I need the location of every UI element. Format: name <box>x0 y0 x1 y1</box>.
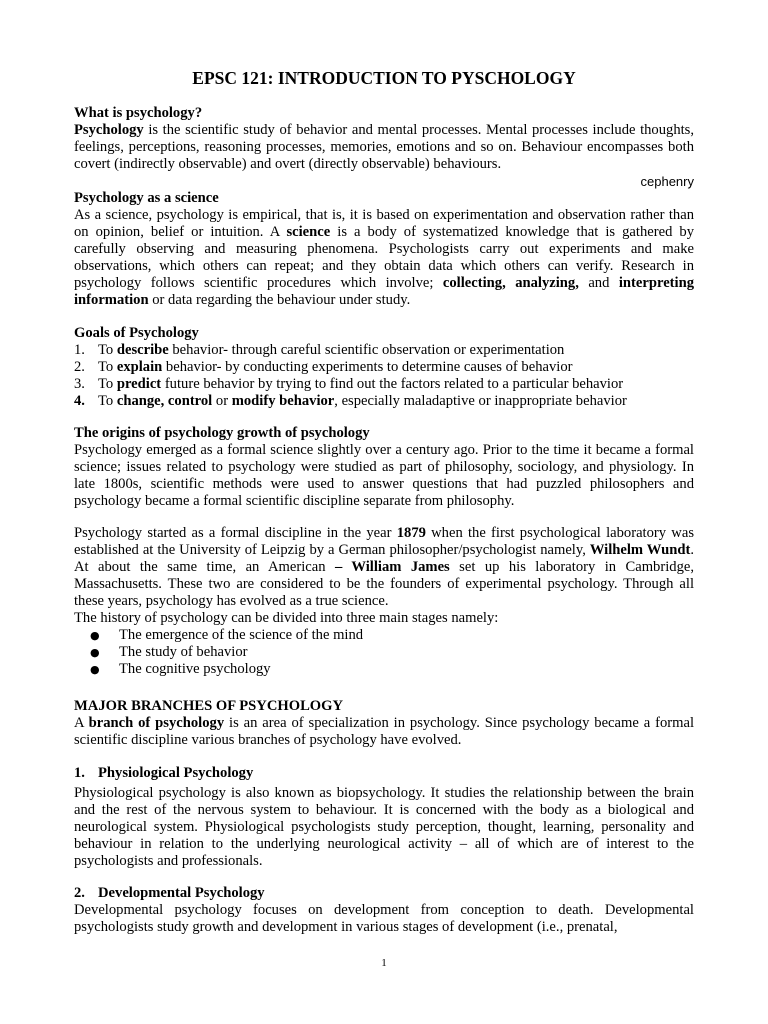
science-text-4: or data regarding the behaviour under study. <box>148 292 411 308</box>
goal-item <box>74 393 694 410</box>
bullet-icon: ● <box>90 663 100 676</box>
paragraph-definition <box>74 122 694 173</box>
goal-bold: explain <box>116 359 163 375</box>
heading-psychology-as-science: Psychology as a science <box>74 190 219 206</box>
section-goals <box>74 325 694 410</box>
term-collecting-analyzing: collecting, analyzing, <box>442 275 579 291</box>
list-item <box>74 661 694 678</box>
history-intro: The history of psychology can be divided into three main stages namely: <box>74 610 499 626</box>
section-developmental <box>74 885 694 936</box>
term-science: science <box>286 224 331 240</box>
paragraph-origins-2 <box>74 525 694 610</box>
goal-pre: To <box>98 359 117 375</box>
term-interpreting-information: interpreting information <box>74 275 694 308</box>
branches-text-2: is an area of specialization in psychology. Since psychology became a formal scientific discipline various branches of psychology have evolved. <box>74 715 695 748</box>
year-1879: 1879 <box>396 525 426 541</box>
section-title: Physiological Psychology <box>98 765 254 781</box>
goal-bold: predict <box>116 376 162 392</box>
goal-pre: To <box>98 342 117 358</box>
heading-origins: The origins of psychology growth of psychology <box>74 425 370 441</box>
paragraph-branches <box>74 715 694 749</box>
origins-text-2: when the first psychological laboratory was established at the University of Leipzig by a German philosopher/psychologist namely, <box>74 525 694 558</box>
section-psychology-as-science <box>74 190 694 309</box>
goal-post: , especially maladaptive or inappropriate behavior <box>334 393 627 409</box>
goal-text <box>98 393 627 410</box>
science-text-2: is a body of systematized knowledge that is gathered by carefully observing and measuring phenomena. Psychologists carry out experiments and make observations, which others can repeat; and they obtain data which others can verify. Research in psychology follows scientific procedures which involve; <box>74 224 694 291</box>
section-number: 2. <box>74 885 85 901</box>
goal-post: future behavior by trying to find out the factors related to a particular behavior <box>161 376 624 392</box>
goal-text <box>98 359 573 376</box>
section-number: 1. <box>74 765 85 781</box>
science-text-3: and <box>578 275 619 291</box>
origins-text-3: . At about the same time, an American <box>74 542 695 575</box>
goal-text <box>98 376 623 393</box>
document-title: EPSC 121: INTRODUCTION TO PYSCHOLOGY <box>192 68 576 88</box>
section-origins <box>74 425 694 510</box>
paragraph-physiological: Physiological psychology is also known as biopsychology. It studies the relationship between the brain and the rest of the nervous system to behaviour. It is concerned with the body as a biological and neurological system. Physiological psychologists study perception, thought, learning, personality and behaviour in relation to the underlying neurological activity – all of which are of interest to the psychologists and professionals. <box>74 785 694 869</box>
goal-item <box>74 376 694 393</box>
stage-text: The cognitive psychology <box>119 661 271 677</box>
goal-post: behavior- by conducting experiments to determine causes of behavior <box>162 359 573 375</box>
heading-physiological <box>74 765 694 782</box>
goal-number: 3. <box>74 376 85 392</box>
goal-number: 2. <box>74 359 85 375</box>
section-major-branches <box>74 698 694 749</box>
paragraph-origins-1: Psychology emerged as a formal science slightly over a century ago. Prior to the time it became a formal science; issues related to psychology were studied as part of philosophy, sociology, and physiology. In late 1800s, scientific methods were used to answer questions that had puzzled philosophers and psychology became a formal scientific discipline separate from philosophy. <box>74 442 694 509</box>
branches-text-1: A <box>74 715 89 731</box>
heading-developmental <box>74 885 694 902</box>
origins-text-4: set up his laboratory in Cambridge, Massachusetts. These two are considered to be the founders of experimental psychology. Through all these years, psychology has evolved as a true science. <box>74 559 694 609</box>
goal-mid: or <box>212 393 232 409</box>
page-number: 1 <box>381 957 387 969</box>
science-text-1: As a science, psychology is empirical, that is, it is based on experimentation and observation rather than on opinion, belief or intuition. A <box>74 207 694 240</box>
goal-item <box>74 359 694 376</box>
section-what-is-psychology <box>74 105 694 190</box>
goal-bold: modify behavior <box>231 393 335 409</box>
goal-text <box>98 342 564 359</box>
origins-text-1: Psychology started as a formal discipline in the year <box>74 525 397 541</box>
stage-text: The study of behavior <box>119 644 248 660</box>
name-william-james: – William James <box>334 559 450 575</box>
goal-item <box>74 342 694 359</box>
stage-text: The emergence of the science of the mind <box>119 627 364 643</box>
paragraph-developmental: Developmental psychology focuses on development from conception to death. Developmental psychologists study growth and development in various stages of development (i.e., prenatal, <box>74 902 694 935</box>
definition-text: is the scientific study of behavior and mental processes. Mental processes include thoughts, feelings, perceptions, reasoning processes, memories, emotions and so on. Behaviour encompasses both covert (indirectly observable) and overt (directly observable) behaviours. <box>74 122 694 172</box>
term-branch-of-psychology: branch of psychology <box>88 715 225 731</box>
bullet-icon: ● <box>90 629 100 642</box>
heading-major-branches: MAJOR BRANCHES OF PSYCHOLOGY <box>74 698 344 714</box>
name-wilhelm-wundt: Wilhelm Wundt <box>589 542 691 558</box>
goal-pre: To <box>98 393 117 409</box>
list-item <box>74 644 694 661</box>
goal-post: behavior- through careful scientific observation or experimentation <box>168 342 565 358</box>
bullet-icon: ● <box>90 646 100 659</box>
term-psychology: Psychology <box>74 122 144 138</box>
section-origins-history <box>74 525 694 678</box>
goal-bold: describe <box>116 342 169 358</box>
goal-number: 1. <box>74 342 85 358</box>
section-physiological <box>74 765 694 782</box>
author-signature: cephenry <box>640 174 694 189</box>
heading-what-is-psychology: What is psychology? <box>74 105 203 121</box>
goal-number: 4. <box>74 393 85 409</box>
goal-bold: change, control <box>116 393 213 409</box>
goal-pre: To <box>98 376 117 392</box>
list-item <box>74 627 694 644</box>
heading-goals: Goals of Psychology <box>74 325 199 341</box>
section-title: Developmental Psychology <box>98 885 265 901</box>
paragraph-science <box>74 207 694 309</box>
